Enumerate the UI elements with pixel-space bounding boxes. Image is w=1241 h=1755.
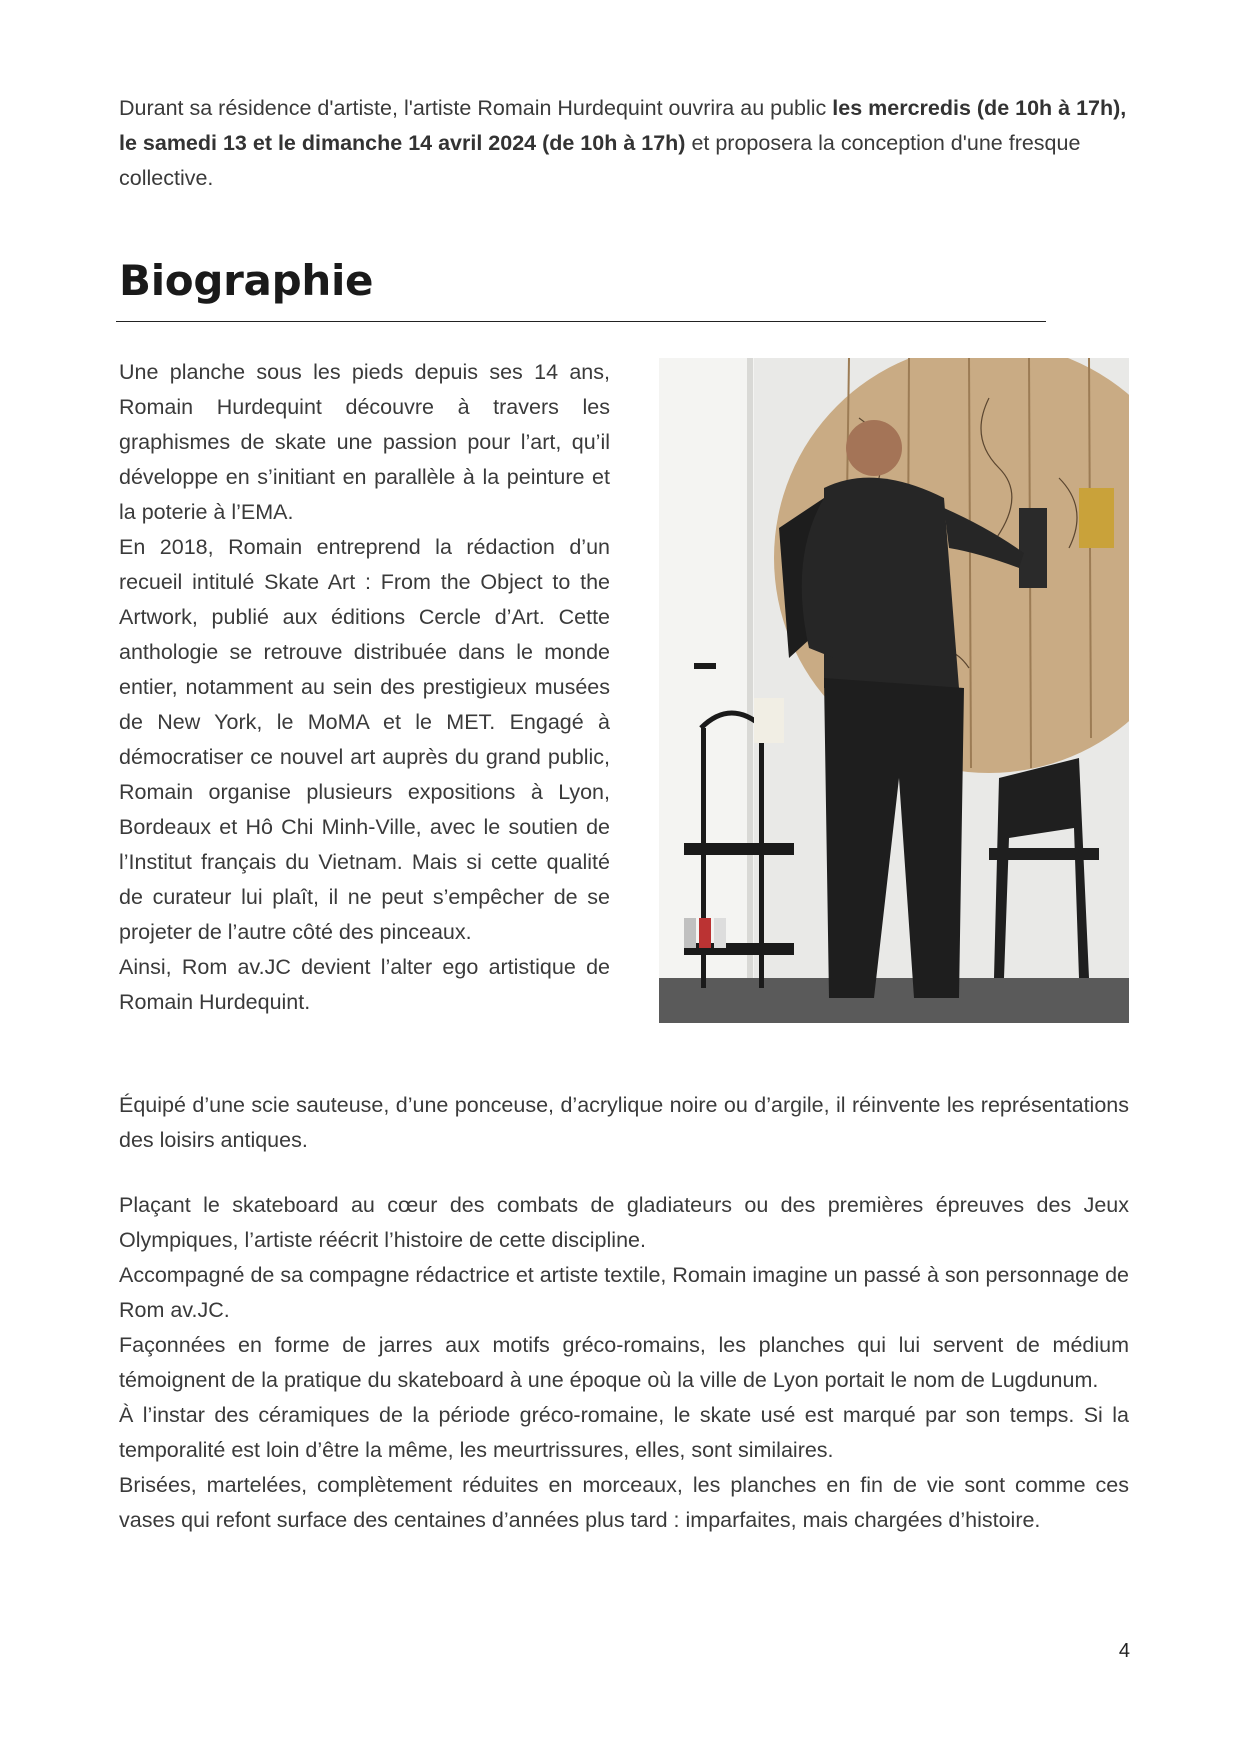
bio-paragraph-1: Une planche sous les pieds depuis ses 14 ans, Romain Hurdequint découvre à travers les graphismes de skate une passion pour l’art, qu’il développe en s’initiant en parallèle à la peinture et la poterie à l’EMA. — [119, 360, 610, 524]
intro-bold-dates: les mercredis (de 10h à 17h), le samedi 13 et le dimanche 14 avril 2024 (de 10h à 17h) — [119, 96, 1127, 155]
bio-paragraph-3: Ainsi, Rom av.JC devient l’alter ego artistique de Romain Hurdequint. — [119, 955, 610, 1014]
artist-photo — [659, 358, 1129, 1023]
section-heading: Biographie — [119, 256, 374, 305]
intro-text-2: et proposera la conception d'une fresque collective. — [119, 131, 1081, 190]
intro-text-1: Durant sa résidence d'artiste, l'artiste Romain Hurdequint ouvrira au public — [119, 96, 833, 120]
artist-photo-illustration — [659, 358, 1129, 1023]
bio-paragraph-9: Brisées, martelées, complètement réduites en morceaux, les planches en fin de vie sont comme ces vases qui refont surface des centaines d’années plus tard : imparfaites, mais chargées d’histoire. — [119, 1473, 1129, 1532]
intro-paragraph — [119, 91, 1127, 196]
heading-divider — [116, 321, 1046, 322]
biography-column — [119, 355, 610, 1020]
bio-paragraph-7: Façonnées en forme de jarres aux motifs gréco-romains, les planches qui lui servent de médium témoignent de la pratique du skateboard à une époque où la ville de Lyon portait le nom de Lugdunum. — [119, 1333, 1129, 1392]
bio-paragraph-2: En 2018, Romain entreprend la rédaction d’un recueil intitulé Skate Art : From the Object to the Artwork, publié aux éditions Cercle d’Art. Cette anthologie se retrouve distribuée dans le monde entier, notamment au sein des prestigieux musées de New York, le MoMA et le MET. Engagé à démocratiser ce nouvel art auprès du grand public, Romain organise plusieurs expositions à Lyon, Bordeaux et Hô Chi Minh-Ville, avec le soutien de l’Institut français du Vietnam. Mais si cette qualité de curateur lui plaît, il ne peut s’empêcher de se projeter de l’autre côté des pinceaux. — [119, 535, 610, 944]
biography-full-width — [119, 1088, 1129, 1538]
bio-paragraph-4: Équipé d’une scie sauteuse, d’une ponceuse, d’acrylique noire ou d’argile, il réinvente les représentations des loisirs antiques. — [119, 1093, 1129, 1152]
page-number: 4 — [1118, 1640, 1130, 1662]
bio-paragraph-8: À l’instar des céramiques de la période gréco-romaine, le skate usé est marqué par son temps. Si la temporalité est loin d’être la même, les meurtrissures, elles, sont similaires. — [119, 1403, 1129, 1462]
bio-paragraph-5: Plaçant le skateboard au cœur des combats de gladiateurs ou des premières épreuves des Jeux Olympiques, l’artiste réécrit l’histoire de cette discipline. — [119, 1193, 1129, 1252]
bio-paragraph-6: Accompagné de sa compagne rédactrice et artiste textile, Romain imagine un passé à son personnage de Rom av.JC. — [119, 1263, 1129, 1322]
